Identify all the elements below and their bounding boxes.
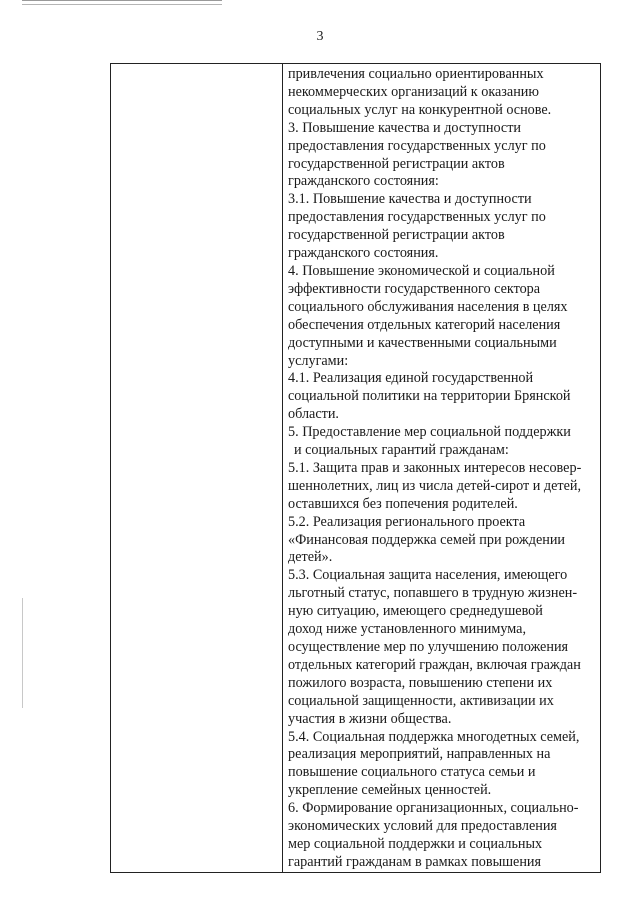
text-line: повышение социального статуса семьи и (288, 764, 536, 781)
text-line: укрепление семейных ценностей. (288, 782, 492, 799)
text-line: доход ниже установленного минимума, (288, 621, 526, 638)
text-line: доступными и качественными социальными (288, 334, 557, 351)
left-cell (111, 64, 283, 873)
text-line: социальных услуг на конкурентной основе. (288, 101, 552, 118)
text-line: оставшихся без попечения родителей. (288, 495, 518, 512)
text-line: гражданского состояния: (288, 173, 439, 190)
text-line: 4.1. Реализация единой государственной (288, 370, 534, 387)
text-line: и социальных гарантий гражданам: (294, 442, 509, 459)
text-line: социальной защищенности, активизации их (288, 692, 554, 709)
table-row (111, 64, 601, 873)
text-line: предоставления государственных услуг по (288, 209, 546, 226)
text-line: 5.4. Социальная поддержка многодетных семей, (288, 728, 580, 745)
text-line: услугами: (288, 352, 349, 369)
text-line: «Финансовая поддержка семей при рождении (288, 531, 566, 548)
text-line: льготный статус, попавшего в трудную жизнен- (288, 585, 578, 602)
text-line: 6. Формирование организационных, социально- (288, 800, 579, 817)
text-line: предоставления государственных услуг по (288, 137, 546, 154)
text-line: государственной регистрации актов (288, 155, 505, 172)
text-line: гарантий гражданам в рамках повышения (288, 853, 542, 870)
text-line: 5.3. Социальная защита населения, имеющего (288, 567, 568, 584)
text-line: эффективности государственного сектора (288, 280, 541, 297)
text-line: мер социальной поддержки и социальных (288, 835, 543, 852)
right-cell (283, 64, 601, 873)
text-line: пожилого возраста, повышению степени их (288, 674, 553, 691)
text-line: государственной регистрации актов (288, 227, 505, 244)
text-line: 5.2. Реализация регионального проекта (288, 513, 526, 530)
text-line: 5. Предоставление мер социальной поддержки (288, 424, 571, 441)
margin-mark (22, 598, 23, 708)
text-line: детей». (288, 549, 333, 566)
text-line: 4. Повышение экономической и социальной (288, 262, 555, 279)
text-line: гражданского состояния. (288, 245, 439, 262)
text-line: области. (288, 406, 339, 423)
text-line: шеннолетних, лиц из числа детей-сирот и детей, (288, 477, 582, 494)
text-line: экономических условий для предоставления (288, 818, 557, 835)
text-line: 5.1. Защита прав и законных интересов несовер- (288, 459, 582, 476)
page-number: 3 (316, 29, 324, 44)
text-line: обеспечения отдельных категорий населения (288, 316, 561, 333)
text-line: социального обслуживания населения в целях (288, 298, 568, 315)
text-line: ную ситуацию, имеющего среднедушевой (288, 603, 543, 620)
text-line: 3. Повышение качества и доступности (288, 119, 521, 136)
text-line: некоммерческих организаций к оказанию (288, 83, 539, 100)
text-line: осуществление мер по улучшению положения (288, 639, 569, 655)
text-line: 3.1. Повышение качества и доступности (288, 191, 532, 208)
text-line: привлечения социально ориентированных (288, 66, 544, 82)
text-line: участия в жизни общества. (288, 710, 452, 727)
document-table (110, 63, 601, 873)
top-edge-rule (22, 0, 222, 5)
text-line: отдельных категорий граждан, включая граждан (288, 656, 581, 673)
text-line: социальной политики на территории Брянской (288, 388, 571, 405)
text-line: реализация мероприятий, направленных на (288, 746, 551, 763)
